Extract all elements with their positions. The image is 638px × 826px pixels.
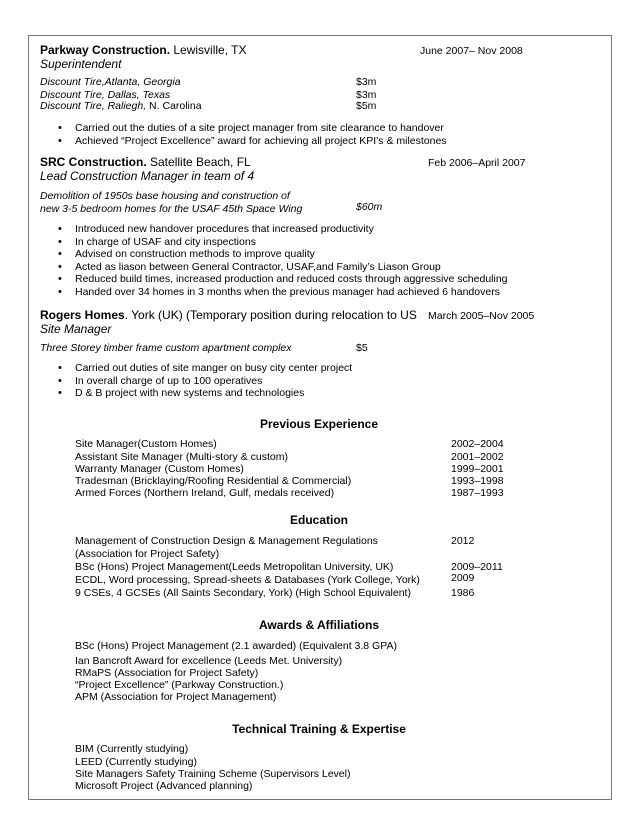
list-item: • Carried out the duties of a site project manager from site clearance to handover: [58, 122, 447, 135]
job3-dates: March 2005–Nov 2005: [428, 310, 535, 322]
training-heading: Technical Training & Expertise: [232, 722, 406, 736]
training-item-3: Site Managers Safety Training Scheme (Supervisors Level): [75, 768, 351, 780]
prev-exp-years-4: 1993–1998: [451, 475, 504, 487]
job3-heading: [40, 309, 417, 322]
job1-project1-value: $3m: [356, 76, 377, 88]
award-item-2: Ian Bancroft Award for excellence (Leeds Met. University): [75, 655, 343, 667]
prev-exp-role-3: Warranty Manager (Custom Homes): [75, 463, 244, 475]
prev-exp-years-1: 2002–2004: [451, 438, 504, 450]
edu-text-3: BSc (Hons) Project Management(Leeds Metropolitan University, UK): [75, 561, 394, 573]
job1-company: Parkway Construction.: [40, 43, 171, 57]
list-item: • Advised on construction methods to improve quality: [58, 248, 508, 261]
job2-project-line1: Demolition of 1950s base housing and construction of: [40, 190, 290, 202]
job1-project1-name: Discount Tire,Atlanta, Georgia: [40, 76, 181, 88]
award-item-4: “Project Excellence” (Parkway Construction.): [75, 679, 284, 691]
edu-text-2: (Association for Project Safety): [75, 548, 220, 560]
job3-company: Rogers Homes: [40, 308, 125, 322]
job1-location: Lewisville, TX: [170, 43, 247, 57]
award-item-1: BSc (Hons) Project Management (2.1 awarded) (Equivalent 3.8 GPA): [75, 640, 397, 652]
job1-project3-name-extra: N. Carolina: [146, 100, 202, 112]
job2-dates: Feb 2006–April 2007: [428, 157, 526, 169]
prev-exp-role-1: Site Manager(Custom Homes): [75, 438, 217, 450]
job1-project3-name: [40, 100, 202, 113]
job1-project2-value: $3m: [356, 89, 377, 101]
job3-project-value: $5: [356, 342, 368, 354]
award-item-3: RMaPS (Association for Project Safety): [75, 667, 259, 679]
list-item: • In overall charge of up to 100 operatives: [58, 375, 352, 388]
list-item: • In charge of USAF and city inspections: [58, 236, 508, 249]
list-item: • Acted as liason between General Contractor, USAF,and Family’s Liason Group: [58, 261, 508, 274]
edu-year-1: 2012: [451, 535, 475, 547]
edu-year-3: 2009–2011: [451, 561, 503, 573]
job3-location: . York (UK) (Temporary position during relocation to US: [124, 308, 417, 322]
training-item-2: LEED (Currently studying): [75, 756, 197, 768]
prev-exp-role-5: Armed Forces (Northern Ireland, Gulf, medals received): [75, 487, 335, 499]
edu-text-1: Management of Construction Design & Management Regulations: [75, 535, 378, 547]
job3-title: Site Manager: [40, 322, 112, 336]
job1-dates: June 2007– Nov 2008: [420, 45, 523, 57]
list-item: • Reduced build times, increased production and reduced costs through aggressive scheduling: [58, 273, 508, 286]
job1-bullets: [58, 122, 447, 147]
training-item-1: BIM (Currently studying): [75, 743, 189, 755]
prev-exp-role-4: Tradesman (Bricklaying/Roofing Residential & Commercial): [75, 475, 352, 487]
training-item-4: Microsoft Project (Advanced planning): [75, 780, 253, 792]
edu-year-5: 1986: [451, 587, 475, 599]
prev-exp-role-2: Assistant Site Manager (Multi-story & custom): [75, 451, 288, 463]
job1-project3-value: $5m: [356, 100, 377, 112]
job2-project-value: $60m: [356, 201, 383, 213]
job1-project3-name-italic: Discount Tire, Raliegh,: [40, 100, 147, 112]
education-heading: Education: [289, 513, 348, 527]
job3-bullets: [58, 362, 352, 400]
job2-project-line2: new 3-5 bedroom homes for the USAF 45th Space Wing: [40, 203, 303, 215]
edu-year-4: 2009: [451, 572, 475, 584]
awards-heading: Awards & Affiliations: [258, 618, 380, 632]
prev-exp-years-5: 1987–1993: [451, 487, 504, 499]
job1-project2-name: Discount Tire, Dallas, Texas: [40, 89, 171, 101]
job2-location: Satellite Beach, FL: [146, 155, 251, 169]
prev-exp-years-2: 2001–2002: [451, 451, 504, 463]
job1-heading: [40, 44, 247, 57]
list-item: • Handed over 34 homes in 3 months when the previous manager had achieved 6 handovers: [58, 286, 508, 299]
job2-heading: [40, 156, 251, 169]
job3-project-line1: Three Storey timber frame custom apartment complex: [40, 342, 292, 354]
list-item: • Introduced new handover procedures that increased productivity: [58, 223, 508, 236]
list-item: • D & B project with new systems and technologies: [58, 387, 352, 400]
list-item: • Achieved “Project Excellence” award for achieving all project KPI’s & milestones: [58, 135, 447, 148]
edu-text-4: ECDL, Word processing, Spread-sheets & Databases (York College, York): [75, 574, 420, 586]
list-item: • Carried out duties of site manger on busy city center project: [58, 362, 352, 375]
job1-title: Superintendent: [40, 57, 122, 71]
award-item-5: APM (Association for Project Management): [75, 691, 277, 703]
job2-title: Lead Construction Manager in team of 4: [40, 169, 255, 183]
previous-experience-heading: Previous Experience: [259, 417, 379, 431]
edu-text-5: 9 CSEs, 4 GCSEs (All Saints Secondary, York) (High School Equivalent): [75, 587, 411, 599]
job2-company: SRC Construction.: [40, 155, 147, 169]
job2-bullets: [58, 223, 508, 299]
prev-exp-years-3: 1999–2001: [451, 463, 504, 475]
